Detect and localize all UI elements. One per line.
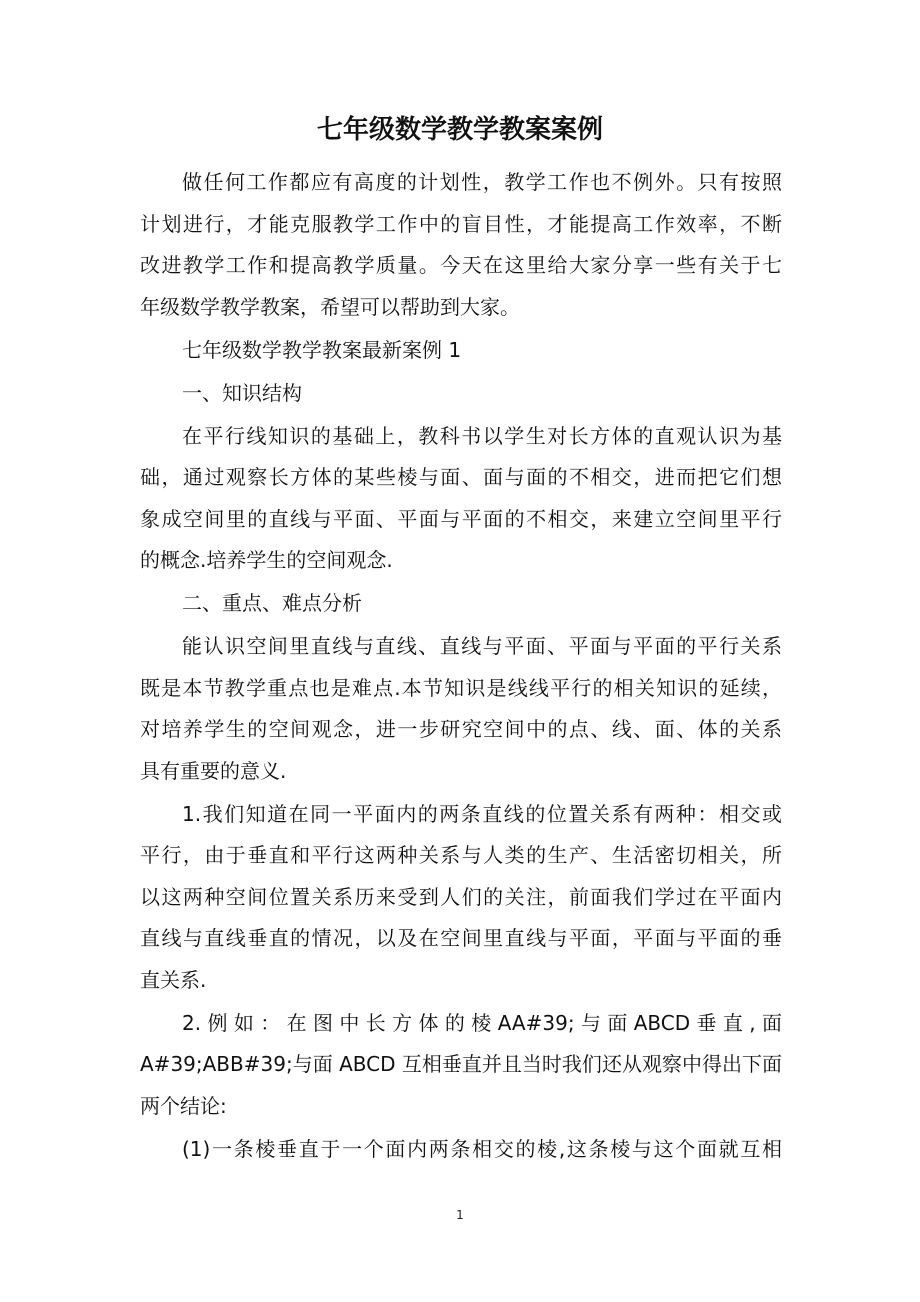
text-line: 直线与直线垂直的情况，以及在空间里直线与平面，平面与平面的垂	[140, 926, 782, 950]
text-line: 直关系.	[140, 967, 207, 992]
text-line: 七年级数学教学教案最新案例 1	[182, 337, 462, 362]
text-line: 改进教学工作和提高教学质量。今天在这里给大家分享一些有关于七	[140, 253, 782, 277]
text-line: 对培养学生的空间观念，进一步研究空间中的点、线、面、体的关系	[140, 717, 782, 741]
paragraph	[140, 162, 782, 328]
text-line: 能认识空间里直线与直线、直线与平面、平面与平面的平行关系	[182, 634, 782, 658]
paragraph	[140, 1129, 782, 1171]
page-number: 1	[456, 1208, 464, 1222]
paragraph	[140, 416, 782, 582]
paragraph	[140, 626, 782, 792]
text-line: 2. 例 如 ： 在 图 中 长 方 体 的 棱 AA#39; 与 面 ABCD 垂 直 , 面	[182, 1010, 782, 1035]
text-line: 一、知识结构	[182, 380, 302, 405]
text-line: 础，通过观察长方体的某些棱与面、面与面的不相交，进而把它们想	[140, 465, 782, 489]
text-line: 年级数学教学教案，希望可以帮助到大家。	[140, 294, 520, 319]
text-line: 既是本节教学重点也是难点.本节知识是线线平行的相关知识的延续，	[140, 675, 782, 700]
text-line: 1.我们知道在同一平面内的两条直线的位置关系有两种：相交或	[182, 801, 782, 826]
text-line: 平行，由于垂直和平行这两种关系与人类的生产、生活密切相关，所	[140, 843, 782, 867]
paragraph	[140, 583, 782, 625]
document-title: 七年级数学教学教案案例	[316, 115, 603, 145]
text-line: 象成空间里的直线与平面、平面与平面的不相交，来建立空间里平行	[140, 506, 782, 531]
text-line: 在平行线知识的基础上，教科书以学生对长方体的直观认识为基	[182, 423, 782, 448]
text-line: 二、重点、难点分析	[182, 591, 362, 615]
text-line: A#39;ABB#39;与面 ABCD 互相垂直并且当时我们还从观察中得出下面	[140, 1052, 782, 1076]
text-line: 的概念.培养学生的空间观念.	[140, 548, 393, 572]
text-line: 两个结论:	[140, 1093, 227, 1118]
text-line: 做任何工作都应有高度的计划性，教学工作也不例外。只有按照	[182, 170, 782, 194]
text-line: 具有重要的意义.	[140, 758, 287, 783]
text-line: 计划进行，才能克服教学工作中的盲目性，才能提高工作效率，不断	[140, 211, 782, 236]
paragraph	[140, 1003, 782, 1128]
paragraph	[140, 330, 782, 372]
document-body	[140, 162, 782, 1172]
text-line: 以这两种空间位置关系历来受到人们的关注，前面我们学过在平面内	[140, 884, 782, 909]
paragraph	[140, 373, 782, 415]
paragraph	[140, 794, 782, 1002]
text-line: (1)一条棱垂直于一个面内两条相交的棱,这条棱与这个面就互相	[182, 1136, 782, 1161]
